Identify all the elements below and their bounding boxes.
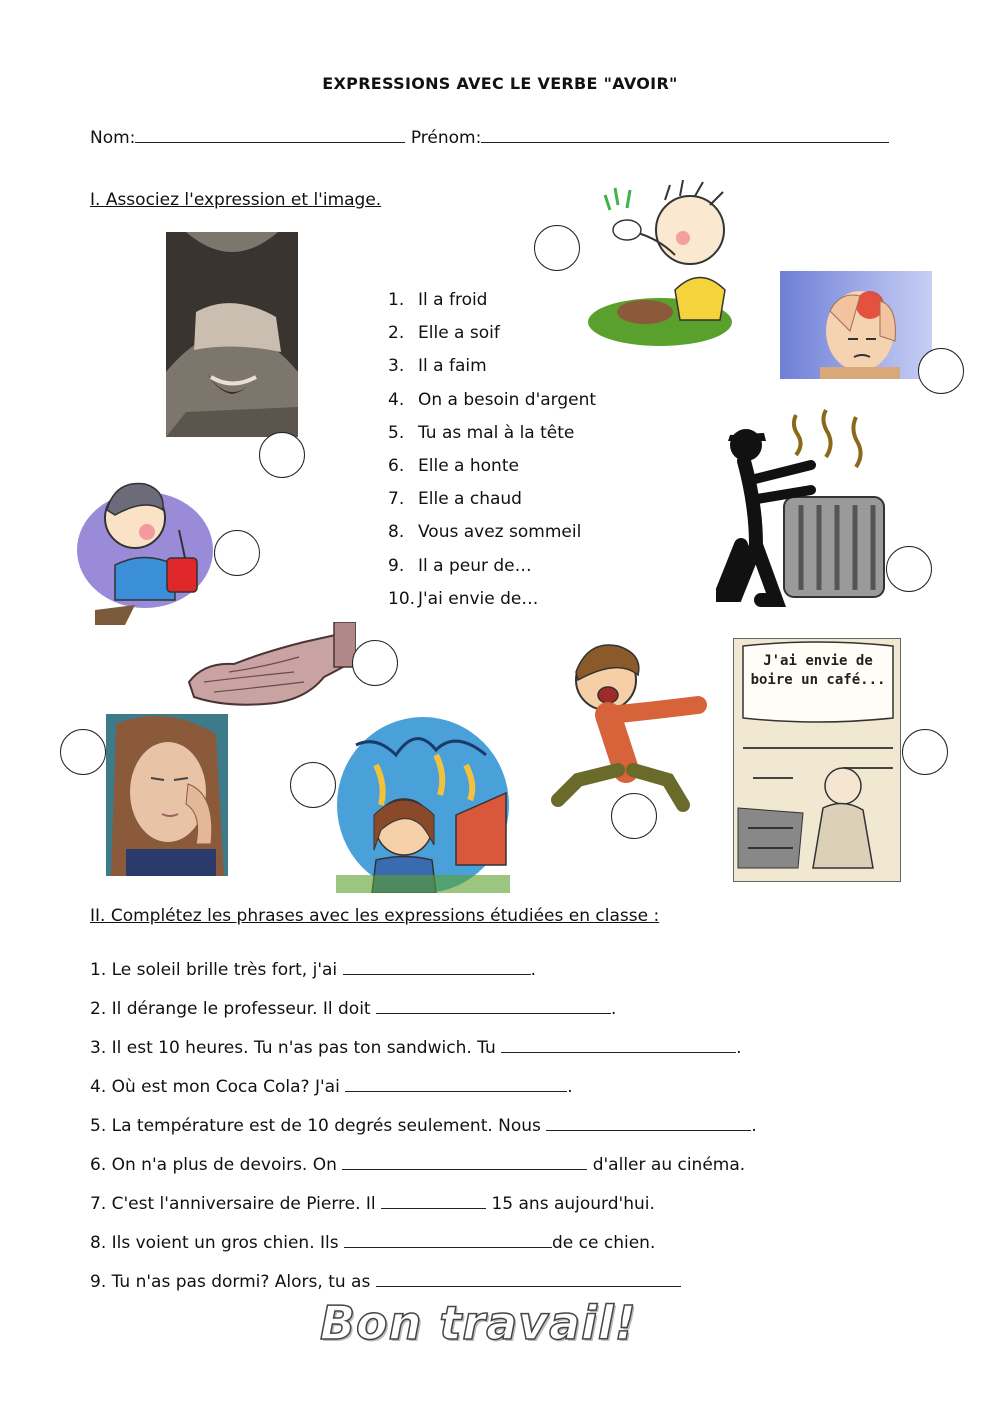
footer-slogan: Bon travail! bbox=[320, 1296, 637, 1350]
answer-circle[interactable] bbox=[611, 793, 657, 839]
exercise-sentence: 4. Où est mon Coca Cola? J'ai . bbox=[90, 1077, 573, 1097]
answer-circle[interactable] bbox=[886, 546, 932, 592]
list-item: 9. Il a peur de… bbox=[388, 555, 532, 576]
sleepy-woman-image bbox=[106, 714, 228, 876]
list-item: 3. Il a faim bbox=[388, 356, 487, 377]
page-title: EXPRESSIONS AVEC LE VERBE "AVOIR" bbox=[322, 74, 678, 93]
answer-circle[interactable] bbox=[534, 225, 580, 271]
list-item: 8. Vous avez sommeil bbox=[388, 522, 582, 543]
prenom-label: Prénom: bbox=[410, 128, 482, 148]
expression-list bbox=[388, 288, 596, 620]
answer-blank[interactable] bbox=[342, 1153, 587, 1170]
name-row bbox=[90, 126, 889, 148]
list-item: 4. On a besoin d'argent bbox=[388, 389, 597, 410]
prenom-field[interactable] bbox=[481, 126, 889, 143]
answer-circle[interactable] bbox=[214, 530, 260, 576]
answer-blank[interactable] bbox=[376, 997, 611, 1014]
answer-blank[interactable] bbox=[546, 1114, 751, 1131]
exercise-sentence: 2. Il dérange le professeur. Il doit . bbox=[90, 999, 617, 1019]
section2-heading: II. Complétez les phrases avec les expressions étudiées en classe : bbox=[90, 906, 660, 926]
exercise-sentence: 1. Le soleil brille très fort, j'ai . bbox=[90, 960, 536, 980]
section1-heading: I. Associez l'expression et l'image. bbox=[90, 190, 382, 210]
exercise-sentence: 6. On n'a plus de devoirs. On d'aller au cinéma. bbox=[90, 1155, 746, 1175]
outstretched-hand-image bbox=[184, 622, 356, 714]
answer-blank[interactable] bbox=[344, 1231, 552, 1248]
list-item: 2. Elle a soif bbox=[388, 323, 500, 344]
hot-girl-image bbox=[336, 715, 510, 893]
answer-circle[interactable] bbox=[60, 729, 106, 775]
list-item: 1. Il a froid bbox=[388, 290, 488, 310]
hot-radiator-image bbox=[716, 405, 916, 610]
answer-blank[interactable] bbox=[376, 1270, 681, 1287]
nom-label: Nom: bbox=[90, 128, 136, 148]
list-item: 10. J'ai envie de… bbox=[388, 588, 539, 609]
answer-circle[interactable] bbox=[290, 762, 336, 808]
answer-circle[interactable] bbox=[918, 348, 964, 394]
thirsty-boy-image bbox=[75, 470, 215, 630]
answer-circle[interactable] bbox=[259, 432, 305, 478]
exercise-sentence: 7. C'est l'anniversaire de Pierre. Il 15 ans aujourd'hui. bbox=[90, 1194, 655, 1214]
ashamed-woman-image bbox=[166, 232, 298, 437]
answer-circle[interactable] bbox=[902, 729, 948, 775]
exercise-sentence: 3. Il est 10 heures. Tu n'as pas ton sandwich. Tu . bbox=[90, 1038, 742, 1058]
list-item: 7. Elle a chaud bbox=[388, 489, 522, 510]
answer-blank[interactable] bbox=[501, 1036, 736, 1053]
nom-field[interactable] bbox=[135, 126, 405, 143]
answer-circle[interactable] bbox=[352, 640, 398, 686]
answer-blank[interactable] bbox=[381, 1192, 486, 1209]
exercise-sentence: 9. Tu n'as pas dormi? Alors, tu as bbox=[90, 1270, 681, 1292]
exercise-sentence: 5. La température est de 10 degrés seulement. Nous . bbox=[90, 1116, 757, 1136]
exercise-sentence: 8. Ils voient un gros chien. Ils de ce chien. bbox=[90, 1233, 656, 1253]
hungry-boy-image bbox=[585, 180, 735, 350]
headache-image bbox=[780, 271, 932, 379]
list-item: 6. Elle a honte bbox=[388, 455, 519, 476]
list-item: 5. Tu as mal à la tête bbox=[388, 422, 575, 443]
answer-blank[interactable] bbox=[345, 1075, 567, 1092]
answer-blank[interactable] bbox=[343, 958, 531, 975]
cafe-caption: J'ai envie de boire un café... bbox=[750, 653, 886, 688]
